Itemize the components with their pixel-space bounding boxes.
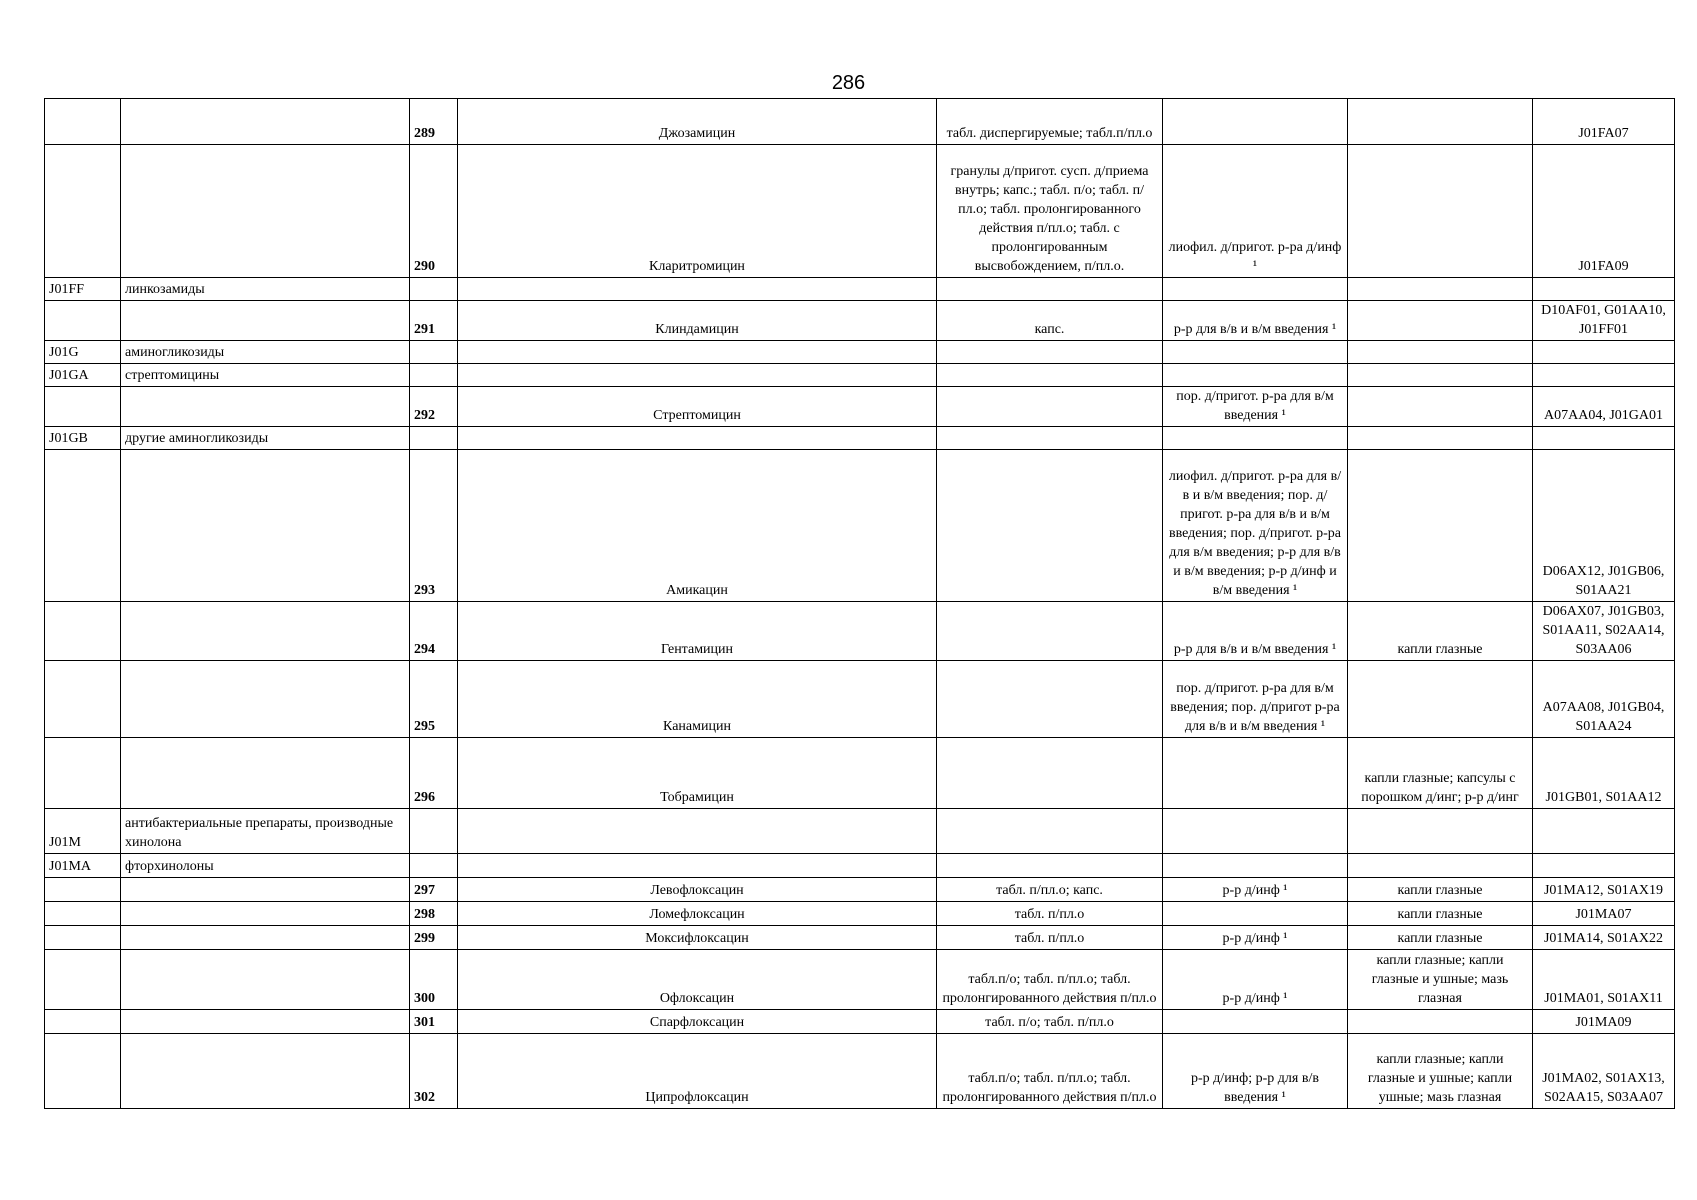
drug-table (44, 98, 1675, 1109)
topical-forms (1348, 145, 1533, 278)
group-row (45, 364, 1675, 387)
atc-codes: J01GB01, S01AA12 (1533, 738, 1675, 809)
atc-codes (1533, 278, 1675, 301)
injectable-forms: р-р д/инф ¹ (1163, 950, 1348, 1010)
topical-forms: капли глазные; капли глазные и ушные; мазь глазная (1348, 950, 1533, 1010)
oral-forms: гранулы д/пригот. сусп. д/приема внутрь; капс.; табл. п/о; табл. п/пл.о; табл. пролонгированного действия п/пл.о; табл. с пролонгированным высвобождением, п/пл.о. (937, 145, 1163, 278)
injectable-forms: р-р д/инф ¹ (1163, 878, 1348, 902)
injectable-forms (1163, 427, 1348, 450)
oral-forms: табл. п/пл.о (937, 902, 1163, 926)
atc-codes: J01FA09 (1533, 145, 1675, 278)
injectable-forms: лиофил. д/пригот. р-ра для в/в и в/м введения; пор. д/пригот. р-ра для в/в и в/м введения; пор. д/пригот. р-ра для в/м введения; р-р для в/в и в/м введения; р-р д/инф и в/м введения ¹ (1163, 450, 1348, 602)
atc-group-name: антибактериальные препараты, производные хинолона (121, 809, 410, 854)
row-number (410, 427, 458, 450)
oral-forms (937, 661, 1163, 738)
topical-forms (1348, 661, 1533, 738)
atc-group-code (45, 1010, 121, 1034)
atc-group-name: другие аминогликозиды (121, 427, 410, 450)
atc-codes (1533, 809, 1675, 854)
oral-forms (937, 427, 1163, 450)
drug-row (45, 950, 1675, 1010)
page-number: 286 (831, 72, 866, 94)
row-number: 293 (410, 450, 458, 602)
row-number: 290 (410, 145, 458, 278)
atc-codes: J01MA02, S01AX13, S02AA15, S03AA07 (1533, 1034, 1675, 1109)
row-number (410, 809, 458, 854)
injectable-forms: р-р для в/в и в/м введения ¹ (1163, 301, 1348, 341)
atc-codes: J01MA01, S01AX11 (1533, 950, 1675, 1010)
topical-forms (1348, 854, 1533, 878)
injectable-forms: р-р д/инф ¹ (1163, 926, 1348, 950)
drug-row (45, 926, 1675, 950)
topical-forms (1348, 809, 1533, 854)
injectable-forms: пор. д/пригот. р-ра для в/м введения ¹ (1163, 387, 1348, 427)
drug-row (45, 902, 1675, 926)
atc-group-name: фторхинолоны (121, 854, 410, 878)
drug-name: Кларитромицин (458, 145, 937, 278)
row-number: 298 (410, 902, 458, 926)
injectable-forms (1163, 1010, 1348, 1034)
topical-forms (1348, 278, 1533, 301)
oral-forms (937, 450, 1163, 602)
group-row (45, 854, 1675, 878)
oral-forms: табл. п/пл.о (937, 926, 1163, 950)
drug-name: Спарфлоксацин (458, 1010, 937, 1034)
drug-name (458, 364, 937, 387)
injectable-forms (1163, 278, 1348, 301)
injectable-forms (1163, 341, 1348, 364)
atc-codes: D06AX07, J01GB03, S01AA11, S02AA14, S03AA06 (1533, 602, 1675, 661)
row-number: 301 (410, 1010, 458, 1034)
drug-name: Клиндамицин (458, 301, 937, 341)
atc-group-name (121, 738, 410, 809)
topical-forms: капли глазные (1348, 602, 1533, 661)
atc-group-name (121, 926, 410, 950)
atc-group-name (121, 301, 410, 341)
drug-name: Моксифлоксацин (458, 926, 937, 950)
drug-name (458, 341, 937, 364)
row-number: 296 (410, 738, 458, 809)
topical-forms: капли глазные (1348, 902, 1533, 926)
atc-group-name (121, 950, 410, 1010)
drug-name: Канамицин (458, 661, 937, 738)
injectable-forms: р-р для в/в и в/м введения ¹ (1163, 602, 1348, 661)
topical-forms (1348, 387, 1533, 427)
group-row (45, 341, 1675, 364)
atc-group-code (45, 99, 121, 145)
topical-forms: капли глазные; капли глазные и ушные; капли ушные; мазь глазная (1348, 1034, 1533, 1109)
drug-name (458, 427, 937, 450)
group-row (45, 278, 1675, 301)
drug-row (45, 145, 1675, 278)
drug-name: Офлоксацин (458, 950, 937, 1010)
injectable-forms (1163, 99, 1348, 145)
topical-forms (1348, 301, 1533, 341)
atc-group-name: линкозамиды (121, 278, 410, 301)
atc-codes (1533, 364, 1675, 387)
topical-forms (1348, 427, 1533, 450)
injectable-forms (1163, 364, 1348, 387)
injectable-forms (1163, 902, 1348, 926)
atc-group-code (45, 878, 121, 902)
row-number (410, 364, 458, 387)
atc-group-code (45, 602, 121, 661)
row-number: 289 (410, 99, 458, 145)
topical-forms (1348, 450, 1533, 602)
atc-group-code (45, 301, 121, 341)
atc-group-name: аминогликозиды (121, 341, 410, 364)
drug-row (45, 878, 1675, 902)
drug-row (45, 1034, 1675, 1109)
row-number: 299 (410, 926, 458, 950)
atc-group-name (121, 1010, 410, 1034)
atc-group-code (45, 387, 121, 427)
atc-codes: J01MA14, S01AX22 (1533, 926, 1675, 950)
row-number (410, 278, 458, 301)
row-number: 295 (410, 661, 458, 738)
oral-forms (937, 738, 1163, 809)
drug-name: Джозамицин (458, 99, 937, 145)
drug-name: Тобрамицин (458, 738, 937, 809)
atc-group-code (45, 145, 121, 278)
atc-codes: D10AF01, G01AA10, J01FF01 (1533, 301, 1675, 341)
topical-forms: капли глазные (1348, 878, 1533, 902)
oral-forms: табл.п/о; табл. п/пл.о; табл. пролонгированного действия п/пл.о (937, 1034, 1163, 1109)
oral-forms (937, 854, 1163, 878)
injectable-forms (1163, 809, 1348, 854)
drug-name (458, 278, 937, 301)
injectable-forms: р-р д/инф; р-р для в/в введения ¹ (1163, 1034, 1348, 1109)
row-number: 302 (410, 1034, 458, 1109)
drug-row (45, 1010, 1675, 1034)
atc-group-code: J01GA (45, 364, 121, 387)
topical-forms (1348, 364, 1533, 387)
atc-codes (1533, 341, 1675, 364)
row-number (410, 341, 458, 364)
atc-group-name (121, 602, 410, 661)
oral-forms: табл.п/о; табл. п/пл.о; табл. пролонгированного действия п/пл.о (937, 950, 1163, 1010)
atc-group-code: J01FF (45, 278, 121, 301)
group-row (45, 809, 1675, 854)
atc-group-name (121, 1034, 410, 1109)
atc-group-name (121, 661, 410, 738)
drug-name: Стрептомицин (458, 387, 937, 427)
oral-forms (937, 387, 1163, 427)
drug-row (45, 450, 1675, 602)
atc-codes: J01MA09 (1533, 1010, 1675, 1034)
atc-codes: A07AA04, J01GA01 (1533, 387, 1675, 427)
drug-row (45, 387, 1675, 427)
atc-codes (1533, 854, 1675, 878)
atc-group-name (121, 902, 410, 926)
oral-forms (937, 364, 1163, 387)
atc-group-code: J01MA (45, 854, 121, 878)
atc-group-name (121, 145, 410, 278)
atc-group-name: стрептомицины (121, 364, 410, 387)
drug-row (45, 602, 1675, 661)
topical-forms: капли глазные; капсулы с порошком д/инг; р-р д/инг (1348, 738, 1533, 809)
drug-name (458, 854, 937, 878)
drug-name: Ломефлоксацин (458, 902, 937, 926)
atc-codes: D06AX12, J01GB06, S01AA21 (1533, 450, 1675, 602)
atc-group-name (121, 99, 410, 145)
oral-forms (937, 278, 1163, 301)
drug-name: Левофлоксацин (458, 878, 937, 902)
atc-codes (1533, 427, 1675, 450)
atc-group-code (45, 902, 121, 926)
atc-group-name (121, 878, 410, 902)
atc-group-code (45, 661, 121, 738)
row-number: 294 (410, 602, 458, 661)
atc-group-code: J01GB (45, 427, 121, 450)
drug-name: Гентамицин (458, 602, 937, 661)
row-number: 297 (410, 878, 458, 902)
oral-forms: табл. п/о; табл. п/пл.о (937, 1010, 1163, 1034)
atc-codes: J01MA12, S01AX19 (1533, 878, 1675, 902)
oral-forms (937, 809, 1163, 854)
table-body (45, 99, 1675, 1109)
drug-name (458, 809, 937, 854)
topical-forms: капли глазные (1348, 926, 1533, 950)
row-number: 292 (410, 387, 458, 427)
row-number: 291 (410, 301, 458, 341)
oral-forms: табл. диспергируемые; табл.п/пл.о (937, 99, 1163, 145)
injectable-forms: пор. д/пригот. р-ра для в/м введения; пор. д/пригот р-ра для в/в и в/м введения ¹ (1163, 661, 1348, 738)
atc-group-code (45, 738, 121, 809)
atc-group-code: J01G (45, 341, 121, 364)
injectable-forms (1163, 738, 1348, 809)
atc-group-code (45, 926, 121, 950)
row-number (410, 854, 458, 878)
injectable-forms (1163, 854, 1348, 878)
injectable-forms: лиофил. д/пригот. р-ра д/инф ¹ (1163, 145, 1348, 278)
drug-row (45, 661, 1675, 738)
drug-row (45, 738, 1675, 809)
drug-row (45, 99, 1675, 145)
oral-forms: табл. п/пл.о; капс. (937, 878, 1163, 902)
oral-forms: капс. (937, 301, 1163, 341)
atc-group-name (121, 450, 410, 602)
atc-codes: J01MA07 (1533, 902, 1675, 926)
group-row (45, 427, 1675, 450)
row-number: 300 (410, 950, 458, 1010)
atc-group-code (45, 950, 121, 1010)
drug-name: Амикацин (458, 450, 937, 602)
oral-forms (937, 341, 1163, 364)
atc-group-code (45, 450, 121, 602)
topical-forms (1348, 99, 1533, 145)
drug-row (45, 301, 1675, 341)
drug-name: Ципрофлоксацин (458, 1034, 937, 1109)
topical-forms (1348, 1010, 1533, 1034)
atc-codes: J01FA07 (1533, 99, 1675, 145)
oral-forms (937, 602, 1163, 661)
atc-group-code: J01M (45, 809, 121, 854)
atc-group-code (45, 1034, 121, 1109)
topical-forms (1348, 341, 1533, 364)
atc-group-name (121, 387, 410, 427)
atc-codes: A07AA08, J01GB04, S01AA24 (1533, 661, 1675, 738)
